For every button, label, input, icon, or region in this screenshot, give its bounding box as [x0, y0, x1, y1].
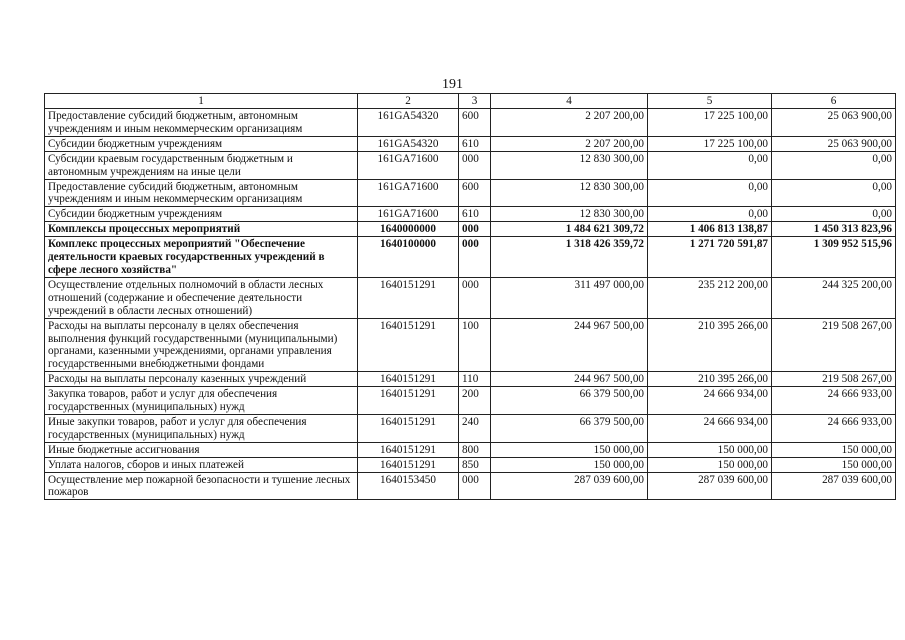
row-amount-1-cell: 12 830 300,00: [491, 207, 648, 222]
table-row: [45, 414, 896, 442]
row-amount-3-cell: 219 508 267,00: [772, 318, 896, 372]
row-expense-type-cell: 100: [459, 318, 491, 372]
table-row: [45, 207, 896, 222]
table-header-row: [45, 94, 896, 109]
table-row: [45, 109, 896, 137]
row-name-cell: Предоставление субсидий бюджетным, автономным учреждениям и иным некоммерческим организациям: [45, 179, 358, 207]
row-amount-1-cell: 66 379 500,00: [491, 414, 648, 442]
row-amount-2-cell: 0,00: [648, 179, 772, 207]
row-amount-1-cell: 244 967 500,00: [491, 318, 648, 372]
row-amount-1-cell: 12 830 300,00: [491, 179, 648, 207]
row-expense-type-cell: 000: [459, 237, 491, 278]
row-code-cell: 161GA71600: [358, 207, 459, 222]
row-expense-type-cell: 110: [459, 372, 491, 387]
row-amount-2-cell: 210 395 266,00: [648, 372, 772, 387]
table-row: [45, 318, 896, 372]
row-amount-3-cell: 150 000,00: [772, 457, 896, 472]
row-amount-1-cell: 1 318 426 359,72: [491, 237, 648, 278]
table-row: [45, 237, 896, 278]
row-name-cell: Иные бюджетные ассигнования: [45, 442, 358, 457]
row-amount-2-cell: 150 000,00: [648, 442, 772, 457]
row-name-cell: Расходы на выплаты персоналу в целях обеспечения выполнения функций государственными (муниципальными) органами, казенными учреждениями, органами управления государственными внебюджетными фондами: [45, 318, 358, 372]
row-amount-3-cell: 1 450 313 823,96: [772, 222, 896, 237]
row-amount-3-cell: 0,00: [772, 207, 896, 222]
row-name-cell: Комплекс процессных мероприятий "Обеспечение деятельности краевых государственных учреждений в сфере лесного хозяйства": [45, 237, 358, 278]
row-code-cell: 1640151291: [358, 457, 459, 472]
row-amount-1-cell: 150 000,00: [491, 442, 648, 457]
row-amount-1-cell: 1 484 621 309,72: [491, 222, 648, 237]
column-header: 5: [648, 94, 772, 109]
row-amount-2-cell: 235 212 200,00: [648, 277, 772, 318]
row-name-cell: Субсидии бюджетным учреждениям: [45, 136, 358, 151]
row-amount-3-cell: 24 666 933,00: [772, 414, 896, 442]
row-amount-1-cell: 311 497 000,00: [491, 277, 648, 318]
row-amount-2-cell: 17 225 100,00: [648, 109, 772, 137]
budget-table: [44, 93, 896, 500]
row-code-cell: 161GA71600: [358, 179, 459, 207]
row-amount-2-cell: 0,00: [648, 151, 772, 179]
table-row: [45, 151, 896, 179]
column-header: 3: [459, 94, 491, 109]
row-amount-1-cell: 287 039 600,00: [491, 472, 648, 500]
table-row: [45, 136, 896, 151]
row-code-cell: 1640151291: [358, 387, 459, 415]
row-expense-type-cell: 600: [459, 109, 491, 137]
row-name-cell: Предоставление субсидий бюджетным, автономным учреждениям и иным некоммерческим организациям: [45, 109, 358, 137]
row-amount-1-cell: 66 379 500,00: [491, 387, 648, 415]
row-expense-type-cell: 000: [459, 151, 491, 179]
row-amount-3-cell: 24 666 933,00: [772, 387, 896, 415]
row-expense-type-cell: 610: [459, 207, 491, 222]
row-amount-3-cell: 219 508 267,00: [772, 372, 896, 387]
row-expense-type-cell: 850: [459, 457, 491, 472]
row-code-cell: 161GA54320: [358, 136, 459, 151]
row-name-cell: Субсидии краевым государственным бюджетным и автономным учреждениям на иные цели: [45, 151, 358, 179]
row-amount-1-cell: 2 207 200,00: [491, 136, 648, 151]
row-expense-type-cell: 240: [459, 414, 491, 442]
row-amount-2-cell: 1 271 720 591,87: [648, 237, 772, 278]
row-name-cell: Иные закупки товаров, работ и услуг для обеспечения государственных (муниципальных) нужд: [45, 414, 358, 442]
row-name-cell: Комплексы процессных мероприятий: [45, 222, 358, 237]
row-code-cell: 161GA54320: [358, 109, 459, 137]
table-row: [45, 372, 896, 387]
row-amount-1-cell: 150 000,00: [491, 457, 648, 472]
row-code-cell: 1640151291: [358, 318, 459, 372]
page-number: 191: [442, 77, 463, 92]
row-amount-2-cell: 210 395 266,00: [648, 318, 772, 372]
row-amount-3-cell: 244 325 200,00: [772, 277, 896, 318]
row-name-cell: Осуществление отдельных полномочий в области лесных отношений (содержание и обеспечение деятельности учреждений в области лесных отношений): [45, 277, 358, 318]
row-code-cell: 1640000000: [358, 222, 459, 237]
row-amount-2-cell: 150 000,00: [648, 457, 772, 472]
row-code-cell: 161GA71600: [358, 151, 459, 179]
table-row: [45, 222, 896, 237]
row-amount-2-cell: 287 039 600,00: [648, 472, 772, 500]
table-row: [45, 277, 896, 318]
table-row: [45, 472, 896, 500]
row-code-cell: 1640151291: [358, 414, 459, 442]
table-row: [45, 442, 896, 457]
row-expense-type-cell: 610: [459, 136, 491, 151]
row-amount-3-cell: 150 000,00: [772, 442, 896, 457]
column-header: 6: [772, 94, 896, 109]
column-header: 2: [358, 94, 459, 109]
row-amount-3-cell: 0,00: [772, 151, 896, 179]
row-expense-type-cell: 000: [459, 472, 491, 500]
row-amount-2-cell: 0,00: [648, 207, 772, 222]
row-code-cell: 1640100000: [358, 237, 459, 278]
row-name-cell: Закупка товаров, работ и услуг для обеспечения государственных (муниципальных) нужд: [45, 387, 358, 415]
row-amount-1-cell: 244 967 500,00: [491, 372, 648, 387]
row-amount-2-cell: 24 666 934,00: [648, 414, 772, 442]
row-amount-3-cell: 25 063 900,00: [772, 109, 896, 137]
row-code-cell: 1640151291: [358, 372, 459, 387]
row-expense-type-cell: 600: [459, 179, 491, 207]
row-name-cell: Уплата налогов, сборов и иных платежей: [45, 457, 358, 472]
row-expense-type-cell: 800: [459, 442, 491, 457]
column-header: 4: [491, 94, 648, 109]
table-row: [45, 387, 896, 415]
row-expense-type-cell: 000: [459, 277, 491, 318]
column-header: 1: [45, 94, 358, 109]
row-amount-1-cell: 12 830 300,00: [491, 151, 648, 179]
row-code-cell: 1640151291: [358, 442, 459, 457]
row-code-cell: 1640153450: [358, 472, 459, 500]
row-amount-2-cell: 17 225 100,00: [648, 136, 772, 151]
row-expense-type-cell: 000: [459, 222, 491, 237]
row-amount-3-cell: 25 063 900,00: [772, 136, 896, 151]
table-row: [45, 179, 896, 207]
row-amount-3-cell: 0,00: [772, 179, 896, 207]
row-amount-2-cell: 24 666 934,00: [648, 387, 772, 415]
row-code-cell: 1640151291: [358, 277, 459, 318]
row-amount-3-cell: 1 309 952 515,96: [772, 237, 896, 278]
row-name-cell: Осуществление мер пожарной безопасности и тушение лесных пожаров: [45, 472, 358, 500]
row-amount-2-cell: 1 406 813 138,87: [648, 222, 772, 237]
row-name-cell: Субсидии бюджетным учреждениям: [45, 207, 358, 222]
row-expense-type-cell: 200: [459, 387, 491, 415]
row-amount-1-cell: 2 207 200,00: [491, 109, 648, 137]
table-row: [45, 457, 896, 472]
row-name-cell: Расходы на выплаты персоналу казенных учреждений: [45, 372, 358, 387]
row-amount-3-cell: 287 039 600,00: [772, 472, 896, 500]
